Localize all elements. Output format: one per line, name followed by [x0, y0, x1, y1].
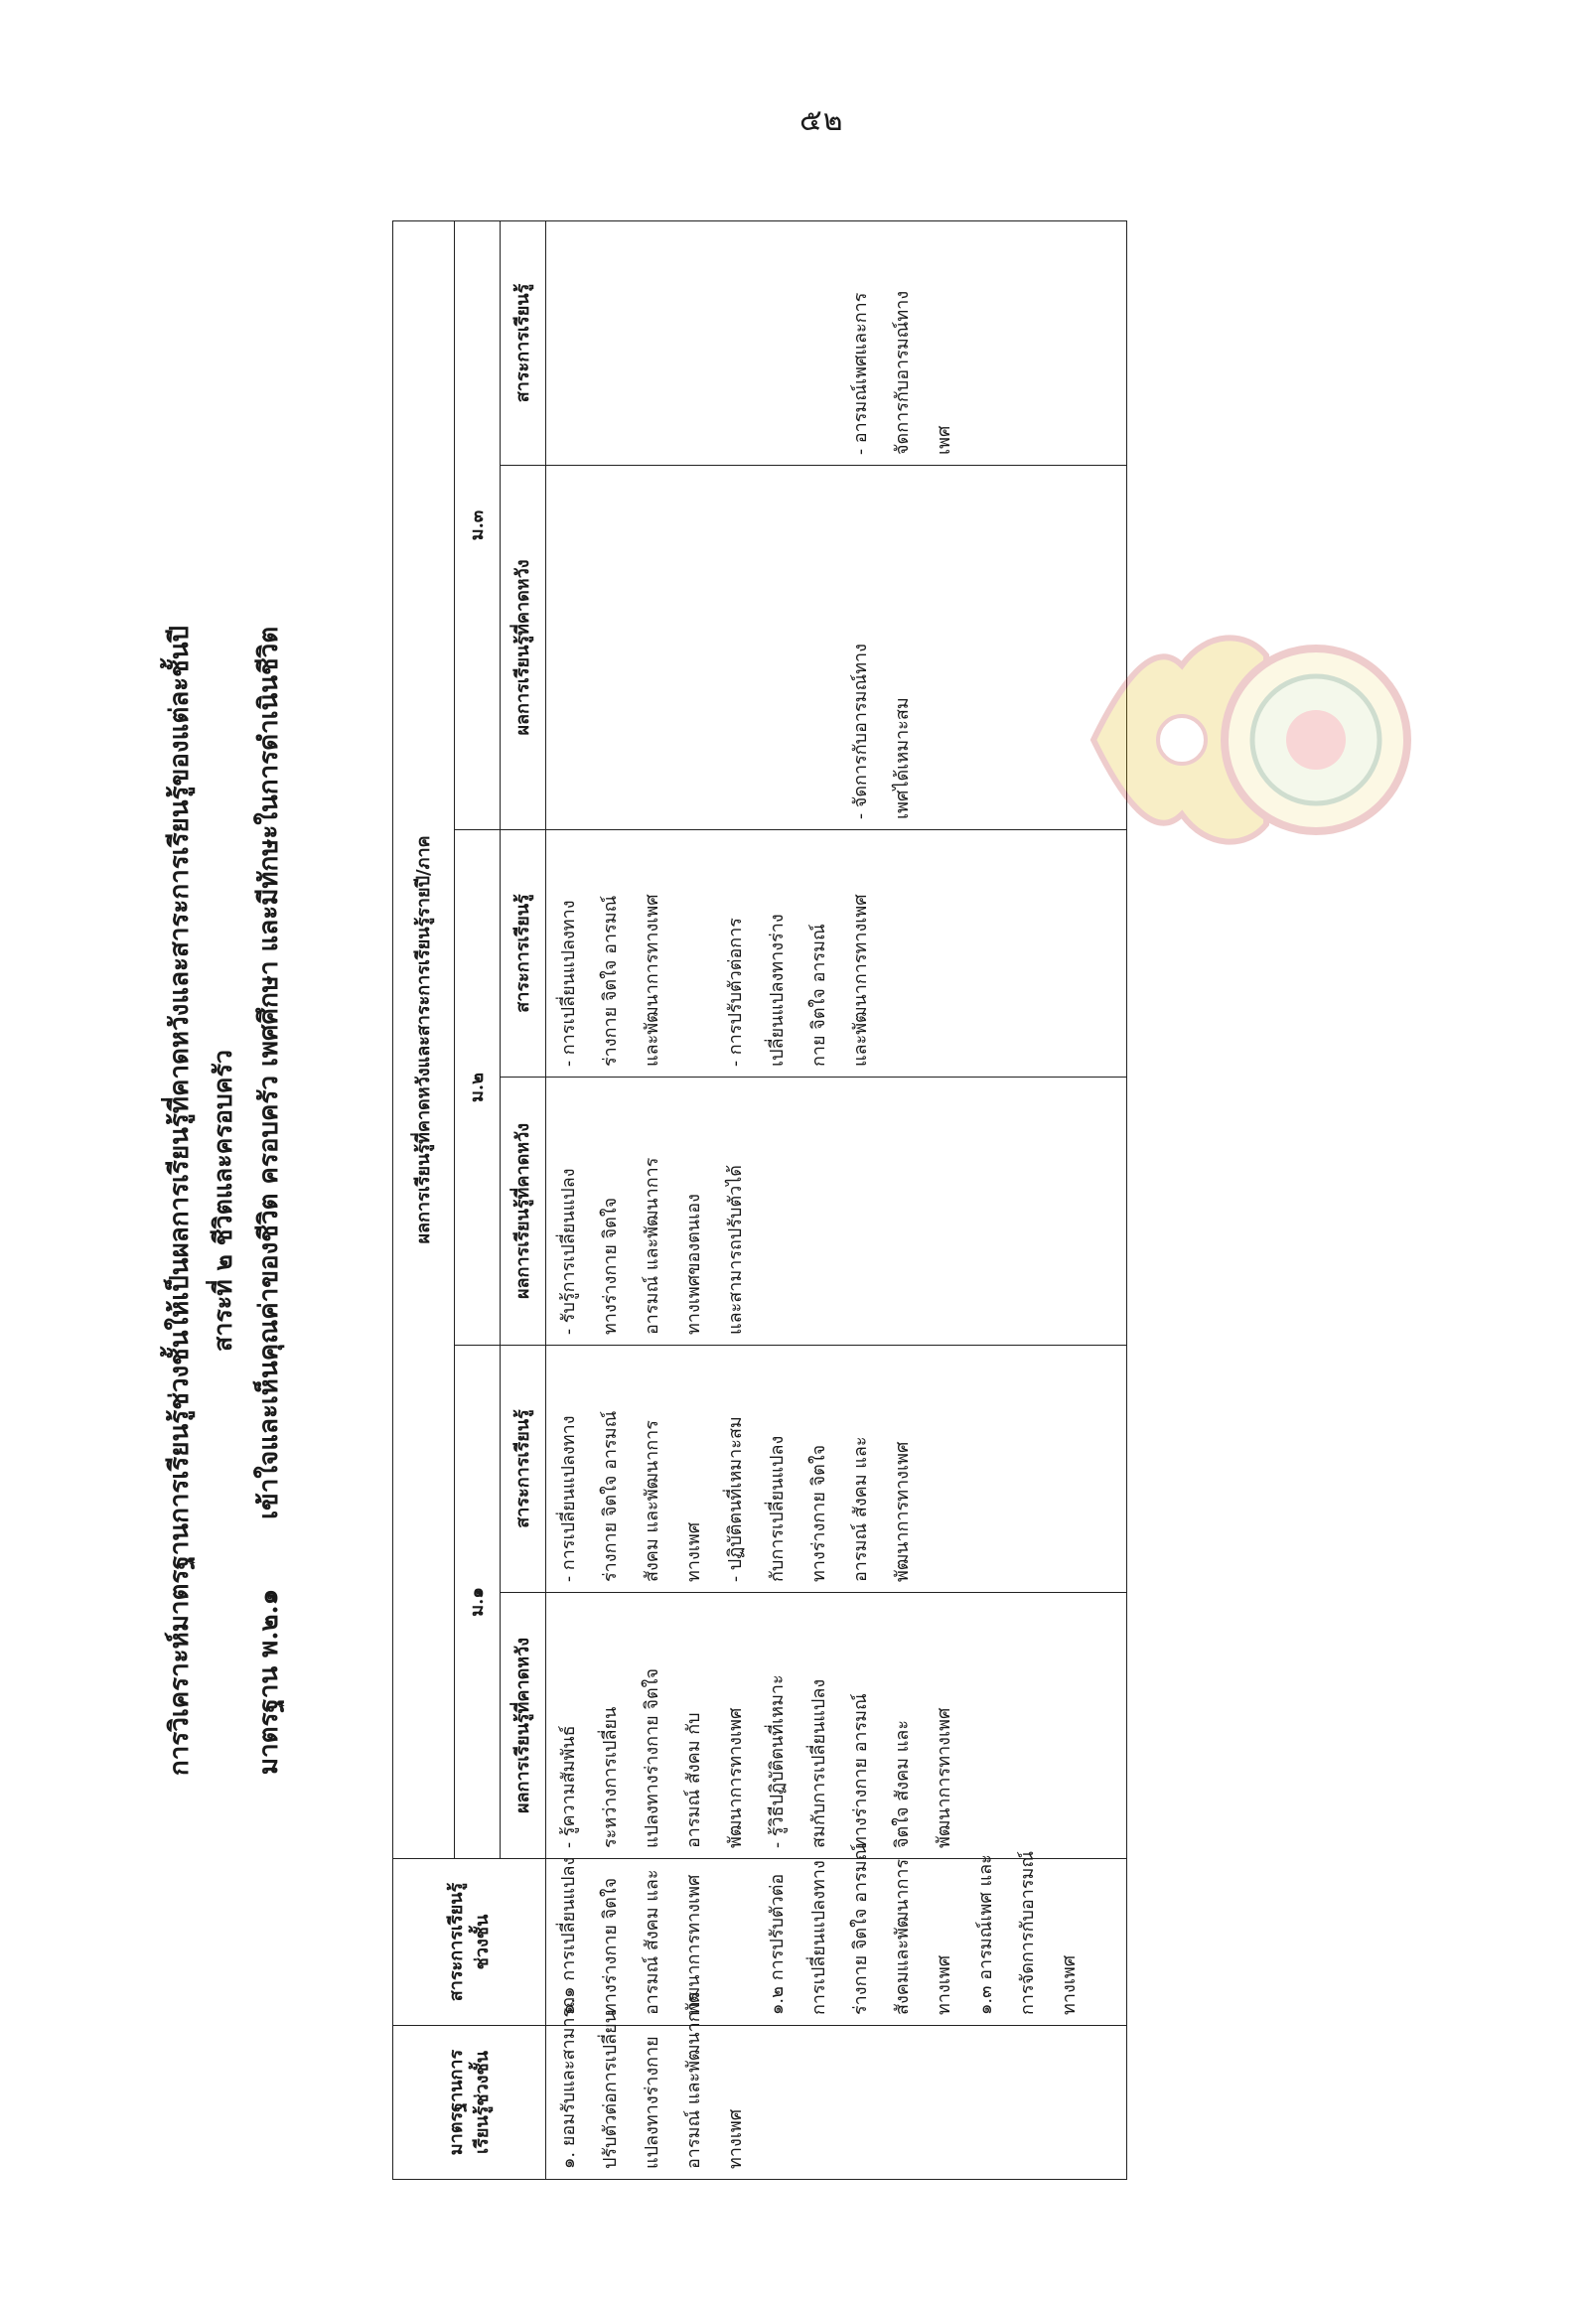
cell-m1-content: [546, 1346, 1127, 1593]
cell-text-line: การเปลี่ยนแปลงทาง: [808, 1860, 829, 2015]
cell-text-line: จัดการกับอารมณ์ทาง: [892, 290, 913, 455]
cell-text-line: สังคมและพัฒนาการ: [892, 1858, 913, 2015]
cell-text-line: การจัดการกับอารมณ์: [1017, 1850, 1038, 2015]
header-grade-m3: ม.๓: [455, 220, 501, 829]
header-m2-content: สาระการเรียนรู้: [501, 830, 546, 1078]
standard-line: [248, 221, 289, 2180]
cell-text-line: อารมณ์ และพัฒนาการ: [683, 1991, 704, 2169]
cell-text-line: อารมณ์ สังคม กับ: [683, 1712, 704, 1848]
cell-text-line: อารมณ์ และพัฒนาการ: [642, 1157, 662, 1335]
header-grade-m1: ม.๑: [455, 1346, 501, 1859]
cell-text-line: และสามารถปรับตัวได้: [725, 1165, 746, 1335]
cell-text-line: พัฒนาการทางเพศ: [892, 1441, 913, 1582]
header-m1-content: สาระการเรียนรู้: [501, 1346, 546, 1593]
cell-text-line: ทางเพศ: [1059, 1954, 1080, 2015]
cell-text-line: และพัฒนาการทางเพศ: [850, 894, 871, 1067]
cell-m1-expected: [546, 1593, 1127, 1859]
cell-text-line: ระหว่างการเปลี่ยน: [600, 1706, 621, 1848]
blank-line: [590, 231, 632, 455]
cell-text-line: ร่างกาย จิตใจ อารมณ์: [600, 895, 621, 1067]
blank-line: [757, 231, 798, 455]
standard-code: มาตรฐาน พ.๒.๑: [254, 1588, 284, 1776]
standard-text: เข้าใจและเห็นคุณค่าของชีวิต ครอบครัว เพศศึกษา และมีทักษะในการดำเนินชีวิต: [254, 626, 284, 1519]
cell-text-line: ร่างกาย จิตใจ อารมณ์: [600, 1410, 621, 1582]
cell-text-line: ทางเพศ: [934, 1954, 954, 2015]
cell-text-line: สังคม และพัฒนาการ: [642, 1420, 662, 1582]
header-m2-expected: ผลการเรียนรู้ที่คาดหวัง: [501, 1078, 546, 1346]
blank-line: [590, 476, 632, 819]
cell-text-line: อารมณ์ สังคม และ: [850, 1436, 871, 1582]
blank-line: [632, 231, 673, 455]
cell-text-line: - การปรับตัวต่อการ: [725, 918, 746, 1067]
cell-text-line: พัฒนาการทางเพศ: [934, 1707, 954, 1848]
cell-text-line: เปลี่ยนแปลงทางร่าง: [767, 914, 788, 1067]
rotated-content: [149, 221, 1127, 2180]
cell-m3-content: [546, 220, 1127, 465]
header-standard-level: มาตรฐานการเรียนรู้ช่วงชั้น: [393, 2026, 546, 2180]
blank-line: [715, 1869, 757, 2015]
cell-text-line: กาย จิตใจ อารมณ์: [808, 924, 829, 1067]
cell-text-line: ทางเพศ: [683, 1521, 704, 1582]
cell-text-line: แปลงทางร่างกาย จิตใจ: [642, 1667, 662, 1848]
cell-text-line: สมกับการเปลี่ยนแปลง: [808, 1678, 829, 1848]
cell-standard: [546, 1991, 1127, 2180]
curriculum-table: [392, 220, 1127, 2180]
cell-text-line: - จัดการกับอารมณ์ทาง: [850, 644, 871, 819]
cell-text-line: - รับรู้การเปลี่ยนแปลง: [558, 1168, 579, 1335]
cell-text-line: ทางร่างกาย อารมณ์: [850, 1693, 871, 1848]
cell-text-line: และพัฒนาการทางเพศ: [642, 894, 662, 1067]
cell-text-line: จิตใจ สังคม และ: [892, 1720, 913, 1848]
cell-text-line: ทางร่างกาย จิตใจ: [600, 1877, 621, 2015]
blank-line: [715, 476, 757, 819]
cell-text-line: แปลงทางร่างกาย: [642, 2036, 662, 2169]
cell-text-line: เพศได้เหมาะสม: [892, 697, 913, 819]
cell-text-line: ทางร่างกาย จิตใจ: [600, 1197, 621, 1335]
blank-line: [798, 476, 840, 819]
blank-line: [548, 231, 590, 455]
title-line-2: สาระที่ ๒ ชีวิตและครอบครัว: [209, 1050, 237, 1352]
title-line-1: การวิเคราะห์มาตรฐานการเรียนรู้ช่วงชั้นให้เป็นผลการเรียนรู้ที่คาดหวังและสาระการเรียนรู้ของแต่ละชั้นปี: [165, 625, 195, 1777]
cell-text-line: พัฒนาการทางเพศ: [725, 1707, 746, 1848]
cell-m2-content: [546, 830, 1127, 1078]
header-m3-content: สาระการเรียนรู้: [501, 220, 546, 465]
cell-text-line: ปรับตัวต่อการเปลี่ยน: [600, 2011, 621, 2169]
blank-line: [673, 476, 715, 819]
cell-text-line: - การเปลี่ยนแปลงทาง: [558, 900, 579, 1067]
cell-text-line: ๑.๓ อารมณ์เพศ และ: [975, 1854, 996, 2015]
cell-text-line: ทางเพศ: [725, 2108, 746, 2169]
cell-m2-expected: [546, 1078, 1127, 1346]
blank-line: [673, 231, 715, 455]
header-content-level: สาระการเรียนรู้ช่วงชั้น: [393, 1859, 546, 2026]
cell-m3-expected: [546, 466, 1127, 830]
watermark-seal-icon: [1088, 611, 1415, 869]
cell-text-line: - อารมณ์เพศและการ: [850, 292, 871, 455]
blank-line: [757, 476, 798, 819]
header-group: ผลการเรียนรู้ที่คาดหวังและสาระการเรียนรู้รายปี/ภาค: [393, 220, 455, 1858]
cell-text-line: - การเปลี่ยนแปลงทาง: [558, 1415, 579, 1582]
cell-text-line: อารมณ์ สังคม และ: [642, 1869, 662, 2015]
cell-text-line: ร่างกาย จิตใจ อารมณ์: [850, 1843, 871, 2015]
blank-line: [548, 476, 590, 819]
blank-line: [715, 231, 757, 455]
cell-text-line: - รู้ความสัมพันธ์: [558, 1725, 579, 1848]
blank-line: [798, 231, 840, 455]
cell-text-line: กับการเปลี่ยนแปลง: [767, 1435, 788, 1582]
blank-line: [632, 476, 673, 819]
cell-text-line: - รู้วิธีปฏิบัติตนที่เหมาะ: [767, 1674, 788, 1848]
header-m1-expected: ผลการเรียนรู้ที่คาดหวัง: [501, 1593, 546, 1859]
cell-text-line: - ปฏิบัติตนที่เหมาะสม: [725, 1416, 746, 1582]
cell-text-line: พัฒนาการทางเพศ: [683, 1874, 704, 2015]
header-m3-expected: ผลการเรียนรู้ที่คาดหวัง: [501, 466, 546, 830]
cell-content-level: [546, 1843, 1127, 2026]
cell-text-line: ทางร่างกาย จิตใจ: [808, 1444, 829, 1582]
cell-text-line: เพศ: [934, 425, 954, 455]
header-grade-m2: ม.๒: [455, 830, 501, 1346]
document-titles: [149, 221, 308, 2180]
cell-text-line: ๑.๑ การเปลี่ยนแปลง: [558, 1856, 579, 2015]
page-number: ๕๒: [799, 103, 844, 138]
blank-line: [673, 840, 715, 1067]
cell-text-line: ทางเพศของตนเอง: [683, 1194, 704, 1335]
cell-text-line: ๑. ยอมรับและสามารถ: [558, 1996, 579, 2169]
cell-text-line: ๑.๒ การปรับตัวต่อ: [767, 1873, 788, 2015]
